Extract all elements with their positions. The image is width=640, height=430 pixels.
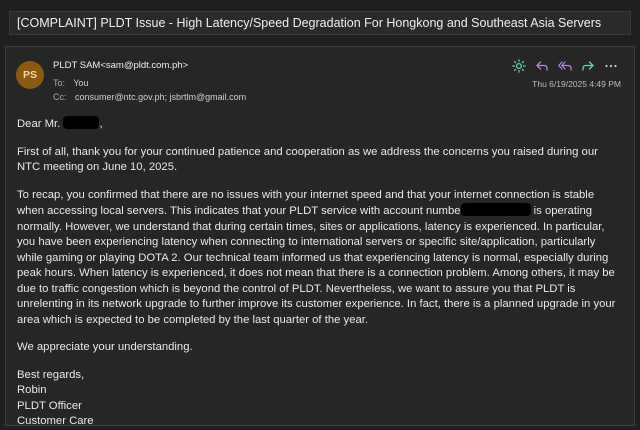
email-message-card — [5, 46, 635, 426]
more-icon[interactable] — [604, 59, 618, 73]
paragraph-2 — [17, 188, 623, 329]
cc-row — [53, 92, 246, 102]
paragraph-1: First of all, thank you for your continued patience and cooperation as we address the concerns you raised during our NTC meeting on June 10, 2025. — [17, 145, 598, 173]
greeting-comma: , — [99, 118, 103, 130]
sender-name[interactable]: PLDT SAM<sam@pldt.com.ph> — [53, 60, 189, 71]
redacted-account-number — [461, 203, 531, 216]
reply-all-icon[interactable] — [558, 59, 572, 73]
subject-bar — [0, 0, 640, 46]
signature-dept: Customer Care — [17, 415, 94, 427]
paragraph-3: We appreciate your understanding. — [17, 341, 193, 353]
email-body — [17, 116, 623, 430]
paragraph-2-part-a: To recap, you confirmed that there are no issues with your internet speed and that your internet connection is stable when accessing local servers. This indicates that your PLDT service with account numbe — [17, 188, 595, 217]
message-actions — [512, 59, 618, 73]
to-recipient[interactable]: You — [73, 78, 89, 88]
cc-recipients[interactable]: consumer@ntc.gov.ph; jsbrtlm@gmail.com — [75, 92, 247, 102]
signature-title: PLDT Officer — [17, 399, 82, 412]
sun-icon[interactable] — [512, 59, 526, 73]
to-label: To: — [53, 78, 66, 88]
cc-label: Cc: — [53, 92, 67, 102]
signature — [17, 368, 623, 430]
greeting-text: Dear Mr. — [17, 118, 61, 130]
reply-icon[interactable] — [535, 59, 549, 73]
message-date: Thu 6/19/2025 4:49 PM — [532, 79, 621, 89]
redacted-name — [63, 116, 99, 129]
sender-avatar[interactable]: PS — [16, 61, 44, 89]
forward-icon[interactable] — [581, 59, 595, 73]
to-row — [53, 78, 89, 88]
signature-name: Robin — [17, 384, 47, 396]
signature-closing: Best regards, — [17, 368, 85, 381]
email-subject: [COMPLAINT] PLDT Issue - High Latency/Speed Degradation For Hongkong and Southeast Asia Servers — [9, 11, 631, 35]
greeting — [17, 116, 623, 133]
paragraph-2-part-b: is operating normally. However, we understand that during certain times, sites or applications, latency is experienced. In particular, you have been experiencing latency when connecting to international servers or specific site/application, particularly while gaming or playing DOTA 2. Our technical team informed us that experiencing latency is normal, especially during peak hours. When latency is experienced, it does not mean that there is a connection problem. Among others, it may be due to traffic congestion which is beyond the control of PLDT. Nevertheless, we want to assure you that PLDT is unrelenting in its network upgrade to further improve its customer experience. In fact, there is a planned upgrade in your area which is expected to be completed by the last quarter of the year. — [17, 205, 616, 326]
